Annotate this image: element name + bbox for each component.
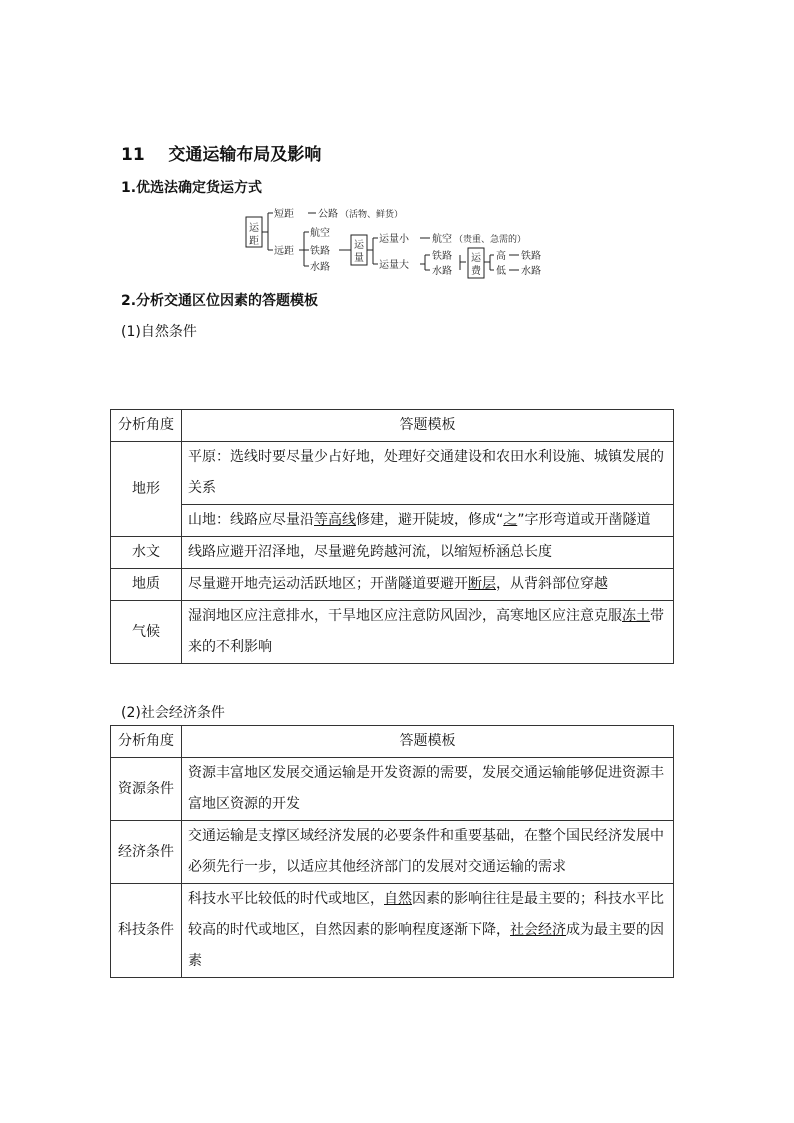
plain-text: 平原：选线时要尽量少占好地，处理好交通建设和农田水利设施、城镇发展的关系 <box>182 442 674 505</box>
row-label-water: 水文 <box>111 537 182 569</box>
short-note: （活物、鲜货） <box>340 210 404 220</box>
resource-text: 资源丰富地区发展交通运输是开发资源的需要，发展交通运输能够促进资源丰富地区资源的开发 <box>182 758 674 821</box>
small-note: （贵重、急需的） <box>454 235 527 245</box>
header-template: 答题模板 <box>182 410 674 442</box>
water-text: 线路应避开沼泽地，尽量避免跨越河流，以缩短桥涵总长度 <box>182 537 674 569</box>
table-row <box>111 537 674 569</box>
volume-label-1: 运 <box>354 240 364 251</box>
tech-text: 科技水平比较低的时代或地区，自然因素的影响往往是最主要的；科技水平比较高的时代或地区，自然因素的影响程度逐渐下降，社会经济成为最主要的因素 <box>182 884 674 978</box>
underline-fault: 断层 <box>468 576 496 592</box>
root-label-2: 距 <box>249 236 259 247</box>
section2-heading: 2.分析交通区位因素的答题模板 <box>121 293 319 309</box>
small-choice: 航空 <box>432 234 452 245</box>
long-option-water: 水路 <box>310 262 330 273</box>
table-row <box>111 884 674 978</box>
natural-conditions-table <box>110 409 674 664</box>
freight-choice-diagram <box>240 200 560 280</box>
header-angle: 分析角度 <box>111 410 182 442</box>
climate-text: 湿润地区应注意排水，干旱地区应注意防风固沙，高寒地区应注意克服冻土带来的不利影响 <box>182 601 674 664</box>
social-subheading: (2)社会经济条件 <box>121 705 225 721</box>
long-option-air: 航空 <box>310 228 330 239</box>
underline-natural: 自然 <box>384 891 412 907</box>
economy-text: 交通运输是支撑区域经济发展的必要条件和重要基础，在整个国民经济发展中必须先行一步，以适应其他经济部门的发展对交通运输的需求 <box>182 821 674 884</box>
geology-text: 尽量避开地壳运动活跃地区；开凿隧道要避开断层，从背斜部位穿越 <box>182 569 674 601</box>
table-header-row <box>111 410 674 442</box>
mountain-text: 山地：线路应尽量沿等高线修建，避开陡坡，修成“之”字形弯道或开凿隧道 <box>182 505 674 537</box>
high-label: 高 <box>496 251 506 262</box>
table-row <box>111 601 674 664</box>
large-option-rail: 铁路 <box>432 251 452 262</box>
underline-permafrost: 冻土 <box>622 608 650 624</box>
large-option-water: 水路 <box>432 266 452 277</box>
underline-contour: 等高线 <box>314 512 356 528</box>
section1-heading: 1.优选法确定货运方式 <box>121 180 263 196</box>
row-label-resource: 资源条件 <box>111 758 182 821</box>
row-label-geology: 地质 <box>111 569 182 601</box>
row-label-economy: 经济条件 <box>111 821 182 884</box>
short-label: 短距 <box>274 209 294 220</box>
header-template: 答题模板 <box>182 726 674 758</box>
row-label-tech: 科技条件 <box>111 884 182 978</box>
underline-socioeconomic: 社会经济 <box>510 922 566 938</box>
row-label-climate: 气候 <box>111 601 182 664</box>
root-label-1: 运 <box>249 223 259 234</box>
social-conditions-table <box>110 725 674 978</box>
natural-subheading: (1)自然条件 <box>121 324 197 340</box>
freight-label-2: 费 <box>471 266 481 277</box>
long-option-rail: 铁路 <box>310 246 330 257</box>
long-label: 远距 <box>274 246 294 257</box>
table-row <box>111 758 674 821</box>
vol-small-label: 运量小 <box>379 234 409 245</box>
header-angle: 分析角度 <box>111 726 182 758</box>
short-choice: 公路 <box>318 209 338 220</box>
table-row <box>111 821 674 884</box>
high-choice: 铁路 <box>521 251 541 262</box>
table-row <box>111 505 674 537</box>
freight-label-1: 运 <box>471 253 481 264</box>
table-header-row <box>111 726 674 758</box>
low-choice: 水路 <box>521 266 541 277</box>
volume-label-2: 量 <box>354 253 364 264</box>
table-row <box>111 442 674 505</box>
vol-large-label: 运量大 <box>379 260 409 271</box>
title-text: 交通运输布局及影响 <box>168 145 322 165</box>
underline-zhi: 之 <box>503 512 518 528</box>
title-number: 11 <box>121 145 145 165</box>
row-label-terrain: 地形 <box>111 442 182 537</box>
low-label: 低 <box>496 266 506 277</box>
table-row <box>111 569 674 601</box>
page-title <box>121 140 321 165</box>
